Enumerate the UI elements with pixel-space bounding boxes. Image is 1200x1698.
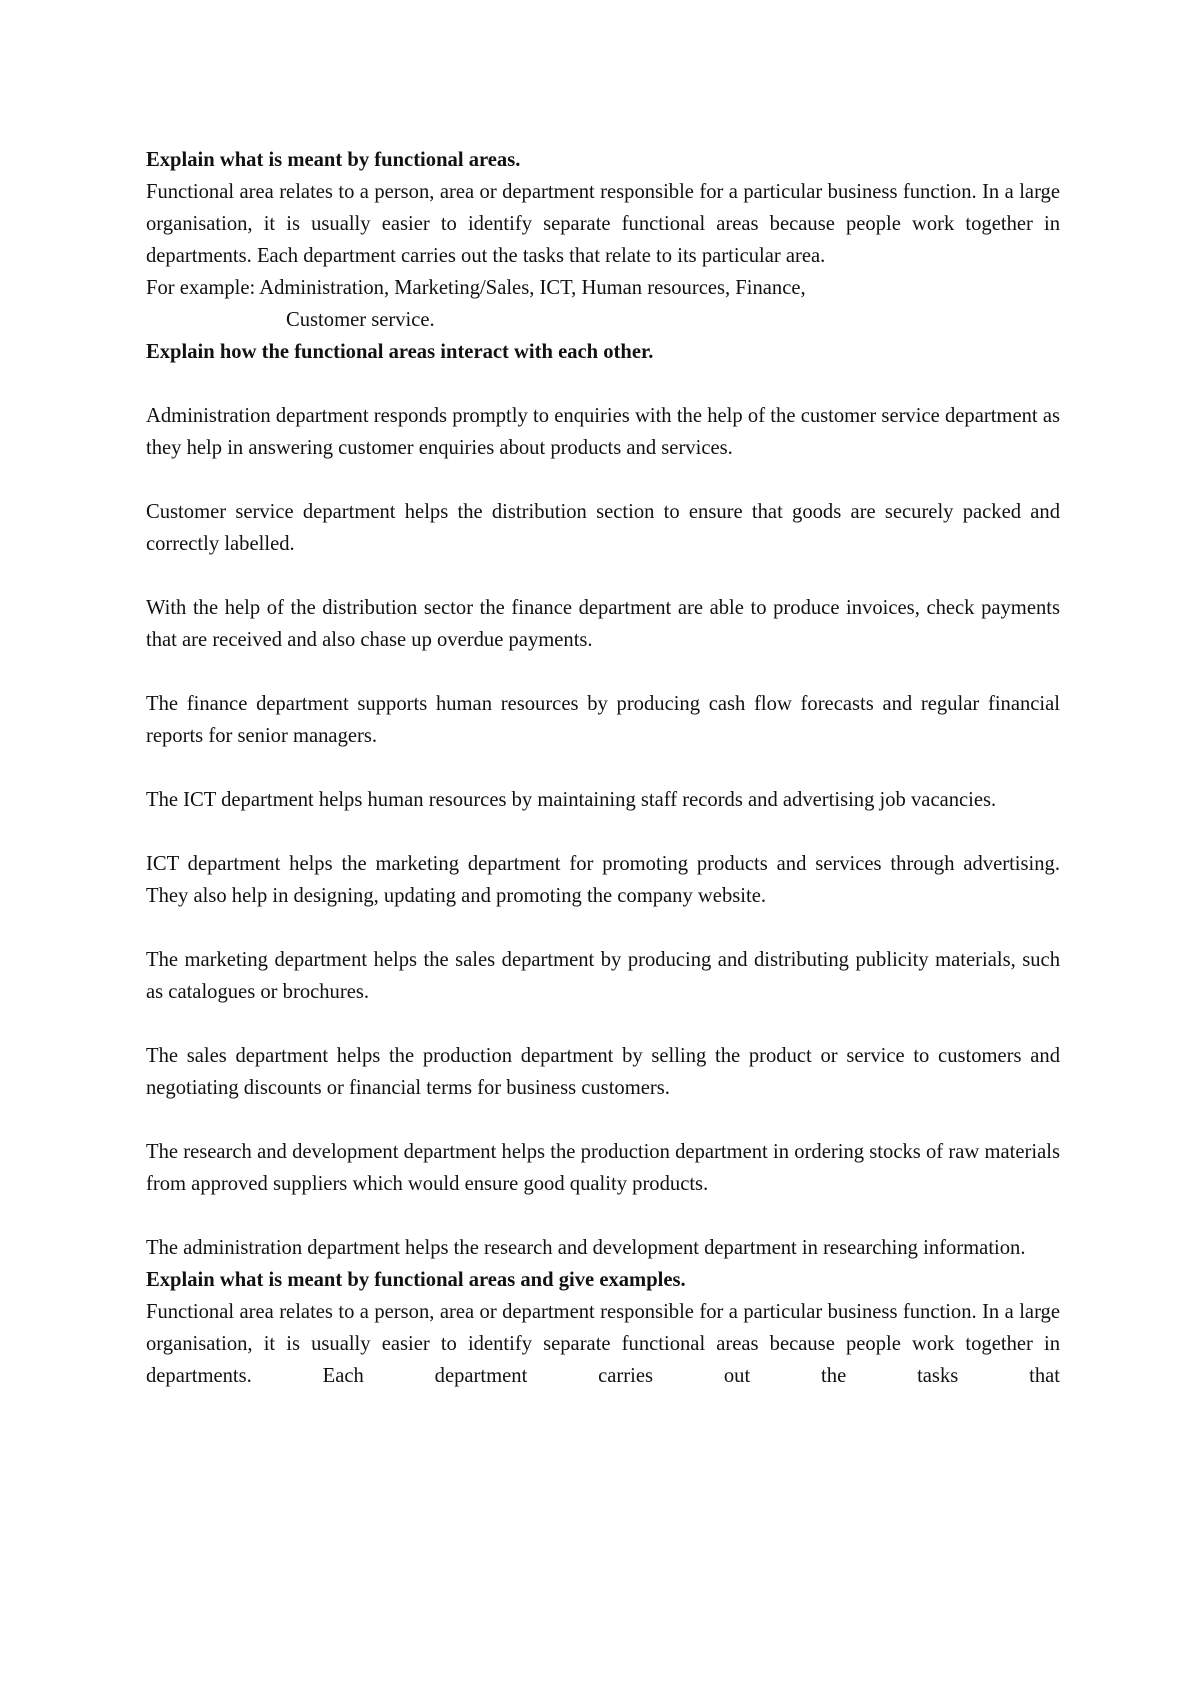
section-heading-functional-areas: Explain what is meant by functional areas. [146,149,521,171]
paragraph-interaction: Administration department responds promptly to enquiries with the help of the customer service department as they help in answering customer enquiries about products and services. [146,405,1060,459]
paragraph-interaction: ICT department helps the marketing department for promoting products and services through advertising. They also help in designing, updating and promoting the company website. [146,853,1060,907]
paragraph-interaction: The research and development department helps the production department in ordering stocks of raw materials from approved suppliers which would ensure good quality products. [146,1141,1060,1195]
paragraph-interaction: The marketing department helps the sales department by producing and distributing publicity materials, such as catalogues or brochures. [146,949,1060,1003]
section-heading-interaction: Explain how the functional areas interact with each other. [146,341,654,363]
paragraph-interaction: The sales department helps the production department by selling the product or service to customers and negotiating discounts or financial terms for business customers. [146,1045,1060,1099]
example-line: For example: Administration, Marketing/Sales, ICT, Human resources, Finance, [146,277,806,299]
section-heading-functional-areas-examples: Explain what is meant by functional areas and give examples. [146,1269,686,1291]
paragraph-interaction: Customer service department helps the distribution section to ensure that goods are securely packed and correctly labelled. [146,501,1060,555]
paragraph-functional-area-definition: Functional area relates to a person, area or department responsible for a particular business function. In a large organisation, it is usually easier to identify separate functional areas because people work together in departments. Each department carries out the tasks that relate to its particular area. [146,181,1060,267]
paragraph-interaction: The ICT department helps human resources by maintaining staff records and advertising job vacancies. [146,789,997,811]
paragraph-interaction: With the help of the distribution sector the finance department are able to produce invoices, check payments that are received and also chase up overdue payments. [146,597,1060,651]
document-page [146,144,1060,1392]
paragraph-interaction: The administration department helps the research and development department in researching information. [146,1237,1026,1259]
example-line-continued: Customer service. [286,309,435,331]
paragraph-functional-area-definition-repeat: Functional area relates to a person, area or department responsible for a particular business function. In a large organisation, it is usually easier to identify separate functional areas because people work together in departments. Each department carries out the tasks that [146,1301,1060,1387]
paragraph-interaction: The finance department supports human resources by producing cash flow forecasts and regular financial reports for senior managers. [146,693,1060,747]
